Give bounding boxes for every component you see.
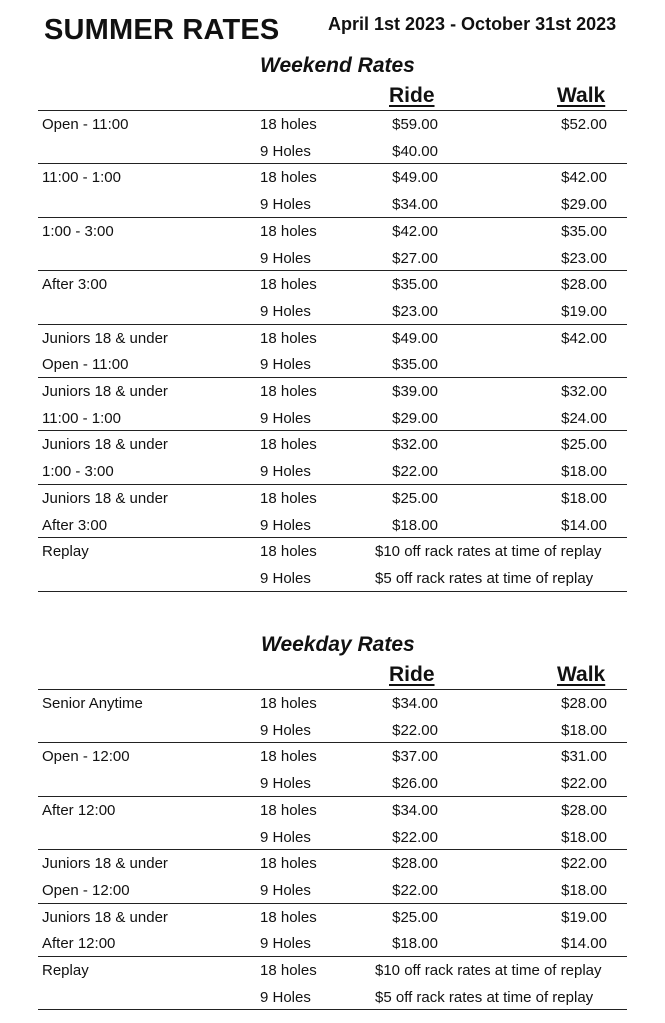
ride-price: $22.00 (392, 721, 438, 739)
holes-label: 18 holes (260, 695, 317, 712)
walk-price: $18.00 (561, 721, 607, 739)
walk-price: $52.00 (561, 116, 607, 133)
replay-note: $5 off rack rates at time of replay (375, 988, 594, 1006)
rate-label: After 3:00 (42, 276, 108, 294)
table-divider (38, 163, 627, 164)
holes-label: 18 holes (260, 169, 317, 187)
table-divider (38, 377, 627, 378)
column-header-walk: Walk (557, 663, 606, 686)
walk-price: $18.00 (561, 463, 607, 481)
ride-price: $27.00 (392, 249, 438, 267)
holes-label: 18 holes (260, 329, 317, 347)
rate-label: Open - 11:00 (42, 356, 129, 374)
holes-label: 18 holes (260, 276, 317, 294)
walk-price: $23.00 (561, 249, 607, 267)
ride-price: $39.00 (392, 383, 438, 400)
holes-label: 9 Holes (260, 249, 311, 267)
holes-label: 9 Holes (260, 828, 311, 846)
rate-label: 11:00 - 1:00 (42, 409, 121, 427)
walk-price: $18.00 (561, 881, 607, 899)
rate-label: Juniors 18 & under (42, 489, 168, 507)
walk-price: $28.00 (561, 695, 607, 712)
rate-label: Open - 12:00 (42, 748, 130, 766)
rate-label: After 3:00 (42, 516, 108, 534)
table-divider (38, 270, 627, 271)
page-title: SUMMER RATES (44, 14, 280, 46)
holes-label: 18 holes (260, 801, 317, 819)
table-divider (38, 484, 627, 485)
ride-price: $18.00 (392, 516, 438, 534)
table-divider (38, 324, 627, 325)
ride-price: $22.00 (392, 881, 438, 899)
rate-label: Juniors 18 & under (42, 855, 168, 873)
table-divider (38, 849, 627, 850)
holes-label: 9 Holes (260, 463, 311, 481)
ride-price: $34.00 (392, 801, 438, 819)
table-divider (38, 956, 627, 957)
walk-price: $35.00 (561, 222, 607, 240)
rate-label: After 12:00 (42, 935, 116, 953)
holes-label: 9 Holes (260, 721, 311, 739)
walk-price: $19.00 (561, 908, 607, 926)
rate-label: Juniors 18 & under (42, 908, 168, 926)
holes-label: 18 holes (260, 436, 317, 454)
column-header-ride: Ride (389, 84, 435, 107)
holes-label: 9 Holes (260, 881, 311, 899)
walk-price: $28.00 (561, 801, 607, 819)
ride-price: $26.00 (392, 775, 438, 793)
ride-price: $28.00 (392, 855, 438, 873)
table-divider (38, 110, 627, 111)
holes-label: 18 holes (260, 543, 317, 561)
column-header-walk: Walk (557, 84, 606, 107)
column-header-ride: Ride (389, 663, 435, 686)
rate-label: 1:00 - 3:00 (42, 463, 114, 481)
walk-price: $19.00 (561, 302, 607, 320)
ride-price: $34.00 (392, 695, 438, 712)
walk-price: $25.00 (561, 436, 607, 454)
holes-label: 18 holes (260, 855, 317, 873)
rate-label: 1:00 - 3:00 (42, 222, 114, 240)
ride-price: $49.00 (392, 169, 438, 187)
walk-price: $18.00 (561, 828, 607, 846)
holes-label: 9 Holes (260, 988, 311, 1006)
ride-price: $59.00 (392, 116, 438, 133)
walk-price: $42.00 (561, 329, 607, 347)
walk-price: $14.00 (561, 935, 607, 953)
holes-label: 18 holes (260, 489, 317, 507)
walk-price: $28.00 (561, 276, 607, 294)
table-divider (38, 903, 627, 904)
ride-price: $35.00 (392, 276, 438, 294)
holes-label: 9 Holes (260, 302, 311, 320)
ride-price: $29.00 (392, 409, 438, 427)
walk-price: $42.00 (561, 169, 607, 187)
table-divider (38, 217, 627, 218)
rate-label: Juniors 18 & under (42, 329, 168, 347)
table-divider (38, 796, 627, 797)
holes-label: 18 holes (260, 222, 317, 240)
walk-price: $29.00 (561, 196, 607, 214)
ride-price: $25.00 (392, 908, 438, 926)
ride-price: $22.00 (392, 828, 438, 846)
walk-price: $32.00 (561, 383, 607, 400)
holes-label: 9 Holes (260, 516, 311, 534)
holes-label: 18 holes (260, 383, 317, 400)
ride-price: $32.00 (392, 436, 438, 454)
replay-note: $10 off rack rates at time of replay (375, 962, 602, 979)
rate-label: Open - 12:00 (42, 881, 130, 899)
rate-label: Juniors 18 & under (42, 436, 168, 454)
holes-label: 18 holes (260, 908, 317, 926)
rate-label: After 12:00 (42, 801, 116, 819)
rate-label: Replay (42, 543, 89, 561)
ride-price: $40.00 (392, 142, 438, 160)
ride-price: $42.00 (392, 222, 438, 240)
holes-label: 18 holes (260, 962, 317, 979)
ride-price: $25.00 (392, 489, 438, 507)
holes-label: 18 holes (260, 748, 317, 766)
ride-price: $34.00 (392, 196, 438, 214)
rate-label: Open - 11:00 (42, 116, 129, 133)
walk-price: $14.00 (561, 516, 607, 534)
holes-label: 9 Holes (260, 356, 311, 374)
ride-price: $23.00 (392, 302, 438, 320)
ride-price: $49.00 (392, 329, 438, 347)
ride-price: $22.00 (392, 463, 438, 481)
walk-price: $22.00 (561, 855, 607, 873)
walk-price: $18.00 (561, 489, 607, 507)
replay-note: $10 off rack rates at time of replay (375, 543, 602, 561)
holes-label: 9 Holes (260, 196, 311, 214)
table-divider (38, 430, 627, 431)
table-divider (38, 1009, 627, 1010)
rate-label: 11:00 - 1:00 (42, 169, 121, 187)
holes-label: 18 holes (260, 116, 317, 133)
table-divider (38, 537, 627, 538)
holes-label: 9 Holes (260, 142, 311, 160)
table-divider (38, 689, 627, 690)
holes-label: 9 Holes (260, 775, 311, 793)
ride-price: $35.00 (392, 356, 438, 374)
holes-label: 9 Holes (260, 409, 311, 427)
walk-price: $24.00 (561, 409, 607, 427)
walk-price: $22.00 (561, 775, 607, 793)
holes-label: 9 Holes (260, 935, 311, 953)
ride-price: $37.00 (392, 748, 438, 766)
ride-price: $18.00 (392, 935, 438, 953)
walk-price: $31.00 (561, 748, 607, 766)
table-divider (38, 742, 627, 743)
holes-label: 9 Holes (260, 569, 311, 587)
rate-label: Juniors 18 & under (42, 383, 168, 400)
season-dates: April 1st 2023 - October 31st 2023 (328, 14, 617, 34)
table-divider (38, 591, 627, 592)
section-title: Weekday Rates (261, 633, 415, 656)
replay-note: $5 off rack rates at time of replay (375, 569, 594, 587)
section-title: Weekend Rates (260, 54, 415, 77)
rate-label: Senior Anytime (42, 695, 143, 712)
rate-label: Replay (42, 962, 89, 979)
